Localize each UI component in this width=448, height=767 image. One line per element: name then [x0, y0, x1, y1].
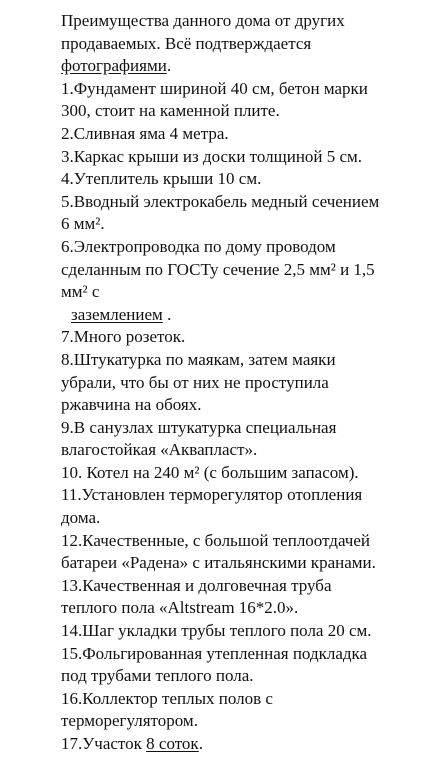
- intro-line-2: продаваемых. Всё подтверждается: [61, 33, 312, 53]
- grounding-tail: .: [162, 304, 172, 324]
- item-15-line-2: под трубами теплого пола.: [61, 666, 254, 686]
- item-13-line-2: теплого пола «Altstream 16*2.0».: [61, 598, 299, 618]
- grounding-link[interactable]: заземлением: [71, 304, 163, 324]
- item-17: [61, 733, 441, 756]
- item-12-line-2: батареи «Радена» с итальянскими кранами.: [61, 553, 376, 573]
- item-9-line-1: 9.В санузлах штукатурка специальная: [61, 417, 337, 437]
- intro-line-3: [61, 55, 441, 78]
- item-10: 10. Котел на 240 м² (с большим запасом).: [61, 462, 359, 482]
- item-13-line-1: 13.Качественная и долговечная труба: [61, 575, 332, 595]
- photos-link[interactable]: фотографиями: [61, 56, 167, 76]
- item-4: 4.Утеплитель крыши 10 см.: [61, 169, 262, 189]
- item-16-line-2: терморегулятором.: [61, 711, 198, 731]
- item-6-line-3: мм² с: [61, 282, 100, 302]
- item-8-line-2: убрали, что бы от них не проступила: [61, 372, 329, 392]
- item-17-prefix: 17.Участок: [61, 734, 147, 753]
- photos-tail: .: [166, 56, 172, 76]
- item-2: 2.Сливная яма 4 метра.: [61, 123, 229, 143]
- item-1-line-1: 1.Фундамент шириной 40 см, бетон марки: [61, 78, 368, 98]
- item-9-line-2: влагостойкая «Аквапласт».: [61, 440, 258, 460]
- item-7: 7.Много розеток.: [61, 327, 186, 347]
- item-11-line-1: 11.Установлен терморегулятор отопления: [61, 485, 363, 505]
- document-body: [61, 10, 441, 756]
- item-6-line-2: сделанным по ГОСТу сечение 2,5 мм² и 1,5: [61, 259, 375, 279]
- item-12-line-1: 12.Качественные, с большой теплоотдачей: [61, 530, 370, 550]
- item-1-line-2: 300, стоит на каменной плите.: [61, 101, 280, 121]
- item-14: 14.Шаг укладки трубы теплого пола 20 см.: [61, 621, 372, 641]
- item-8-line-3: ржавчина на обоях.: [61, 395, 202, 415]
- item-6-line-1: 6.Электропроводка по дому проводом: [61, 236, 336, 256]
- item-5-line-2: 6 мм².: [61, 214, 105, 234]
- item-5-line-1: 5.Вводный электрокабель медный сечением: [61, 191, 380, 211]
- item-11-line-2: дома.: [61, 508, 101, 528]
- item-6-line-4: [61, 304, 441, 327]
- item-15-line-1: 15.Фольгированная утепленная подкладка: [61, 643, 368, 663]
- item-8-line-1: 8.Штукатурка по маякам, затем маяки: [61, 349, 336, 369]
- item-3: 3.Каркас крыши из доски толщиной 5 см.: [61, 146, 363, 166]
- land-size-link[interactable]: 8 соток: [146, 734, 199, 753]
- item-16-line-1: 16.Коллектор теплых полов с: [61, 688, 273, 708]
- intro-line-1: Преимущества данного дома от других: [61, 11, 345, 30]
- item-17-tail: .: [198, 734, 203, 753]
